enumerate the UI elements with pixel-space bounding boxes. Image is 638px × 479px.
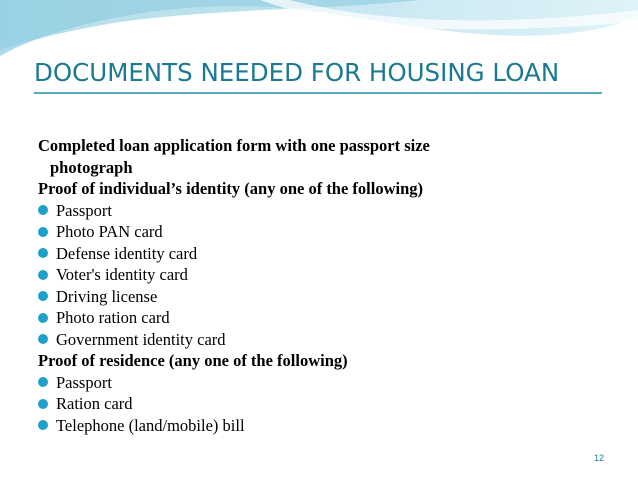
page-number: 12 bbox=[594, 453, 605, 463]
bullet-icon bbox=[38, 248, 48, 258]
residence-heading: Proof of residence (any one of the following) bbox=[38, 351, 348, 370]
list-item-label: Passport bbox=[56, 372, 112, 392]
intro-line: Completed loan application form with one passport size bbox=[38, 136, 430, 155]
bullet-icon bbox=[38, 227, 48, 237]
slide-body bbox=[38, 135, 598, 436]
bullet-icon bbox=[38, 420, 48, 430]
list-item bbox=[38, 393, 598, 415]
list-item-label: Photo ration card bbox=[56, 308, 170, 327]
list-item bbox=[38, 372, 598, 394]
bullet-icon bbox=[38, 334, 48, 344]
list-item-label: Passport bbox=[56, 200, 112, 220]
bullet-icon bbox=[38, 399, 48, 409]
list-item bbox=[38, 307, 598, 329]
list-item-label: Ration card bbox=[56, 394, 133, 413]
title-underline bbox=[34, 92, 602, 94]
list-item bbox=[38, 329, 598, 351]
list-item bbox=[38, 221, 598, 243]
page-title: DOCUMENTS NEEDED FOR HOUSING LOAN bbox=[34, 58, 560, 87]
list-item bbox=[38, 286, 598, 308]
intro-line-continuation: photograph bbox=[50, 157, 133, 177]
bullet-icon bbox=[38, 291, 48, 301]
list-item-label: Telephone (land/mobile) bill bbox=[56, 415, 245, 435]
bullet-icon bbox=[38, 377, 48, 387]
list-item-label: Driving license bbox=[56, 286, 158, 306]
identity-heading: Proof of individual’s identity (any one of the following) bbox=[38, 179, 424, 198]
list-item-label: Voter's identity card bbox=[56, 265, 188, 284]
list-item bbox=[38, 415, 598, 437]
list-item-label: Photo PAN card bbox=[56, 222, 163, 241]
list-item bbox=[38, 243, 598, 265]
list-item bbox=[38, 200, 598, 222]
bullet-icon bbox=[38, 205, 48, 215]
list-item-label: Government identity card bbox=[56, 329, 226, 349]
list-item bbox=[38, 264, 598, 286]
bullet-icon bbox=[38, 313, 48, 323]
bullet-icon bbox=[38, 270, 48, 280]
list-item-label: Defense identity card bbox=[56, 243, 198, 263]
